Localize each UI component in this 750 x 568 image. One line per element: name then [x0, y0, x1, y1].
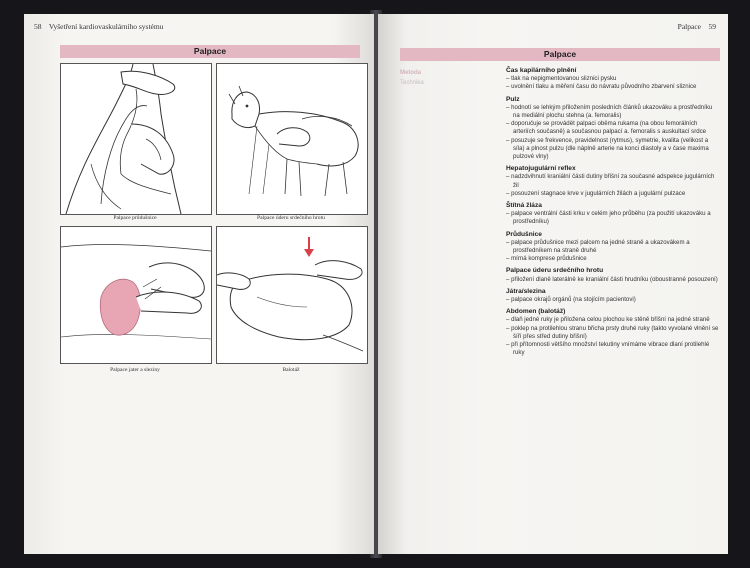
figure-caption-trachea: Palpace průdušnice [113, 215, 157, 221]
figure-caption-apex-beat: Palpace úderu srdečního hrotu [257, 215, 325, 221]
section [506, 67, 720, 92]
figure-trachea-palpation [60, 63, 212, 215]
side-tab-method: Metoda [400, 70, 421, 76]
section-item: – tlak na nepigmentovanou sliznici pysku [506, 75, 720, 83]
left-running-title: Vyšetření kardiovaskulárního systému [48, 22, 164, 31]
section-title: Palpace úderu srdečního hrotu [506, 267, 604, 275]
section-title: Hepatojugulární reflex [506, 165, 576, 173]
section-item: – palpace ventrální části krku v celém jeho průběhu (za použití ukazováku a prostředníku) [506, 210, 720, 226]
liver-spleen-palpation-illustration [61, 227, 211, 363]
arrow-down-icon [304, 249, 314, 257]
ballottement-illustration [217, 227, 367, 363]
side-tab-technique: Technika [400, 80, 424, 86]
section [506, 165, 720, 198]
apex-beat-palpation-illustration [217, 64, 367, 214]
section-item: – dlaň jedné ruky je přiložena celou plochou ke stěně břišní na jedné straně [506, 316, 720, 324]
figure-ballottement [216, 226, 368, 364]
section-item: – palpace okrajů orgánů (na stojícím pacientovi) [506, 296, 720, 304]
left-banner: Palpace [60, 45, 360, 58]
section-item: – posouzení stagnace krve v jugulárních žilách a jugulární pulzace [506, 190, 720, 198]
section-item: – uvolnění tlaku a měření času do návratu původního zbarvení sliznice [506, 83, 720, 91]
section-item: – hodnotí se lehkým přiložením posledních článků ukazováku a prostředníku na mediální plochu stehna (a. femoralis) [506, 104, 720, 120]
left-page [24, 14, 374, 554]
section-item: – při přítomnosti většího množství tekutiny vnímáme vibrace dlaní protilehlé ruky [506, 341, 720, 357]
section-title: Čas kapilárního plnění [506, 67, 577, 74]
section-item: – doporučuje se provádět palpaci oběma rukama (na obou femorálních arteriích současně) a současnou palpací a. femoralis s auskultací srdce [506, 120, 720, 136]
right-running-head [678, 22, 716, 31]
figure-apex-beat-palpation [216, 63, 368, 215]
figure-caption-liver-spleen: Palpace jater a sleziny [110, 367, 160, 373]
section-item: – palpace průdušnice mezi palcem na jedné straně a ukazovákem a prostředníkem na straně druhé [506, 239, 720, 255]
right-running-title: Palpace [677, 22, 701, 31]
section-title: Abdomen (balotáž) [506, 308, 566, 316]
trachea-palpation-illustration [61, 64, 211, 214]
right-page [378, 14, 728, 554]
left-page-number: 58 [34, 22, 42, 31]
section [506, 308, 720, 357]
section-item: – posuzuje se frekvence, pravidelnost (rytmus), symetrie, kvalita (velikost a síla) a plnost pulzu (dle náplně arterie na konci diastoly a v čase maxima pulzové vlny) [506, 137, 720, 162]
section-title: Pulz [506, 95, 520, 103]
right-banner: Palpace [400, 48, 720, 61]
figure-caption-ballottement: Balotáž [282, 367, 300, 373]
section-title: Průdušnice [506, 230, 542, 238]
section-item: – nadzdvihnutí kraniální části dutiny břišní za současné adspekce jugulárních žil [506, 173, 720, 189]
section [506, 267, 720, 283]
section [506, 202, 720, 227]
technique-text-column [506, 67, 720, 362]
right-page-number: 59 [708, 22, 716, 31]
section [506, 288, 720, 304]
section [506, 96, 720, 162]
left-running-head [34, 22, 163, 31]
section-title: Játra/slezina [506, 287, 546, 295]
section-item: – přiložení dlaně laterálně ke kraniální části hrudníku (oboustranné posouzení) [506, 276, 720, 284]
section [506, 231, 720, 264]
section-title: Štítná žláza [506, 202, 542, 210]
figure-liver-spleen-palpation [60, 226, 212, 364]
section-item: – mírná komprese průdušnice [506, 255, 720, 263]
section-item: – poklep na protilehlou stranu břicha prsty druhé ruky (takto vyvolané vlnění se šíří přes střed dutiny břišní) [506, 325, 720, 341]
